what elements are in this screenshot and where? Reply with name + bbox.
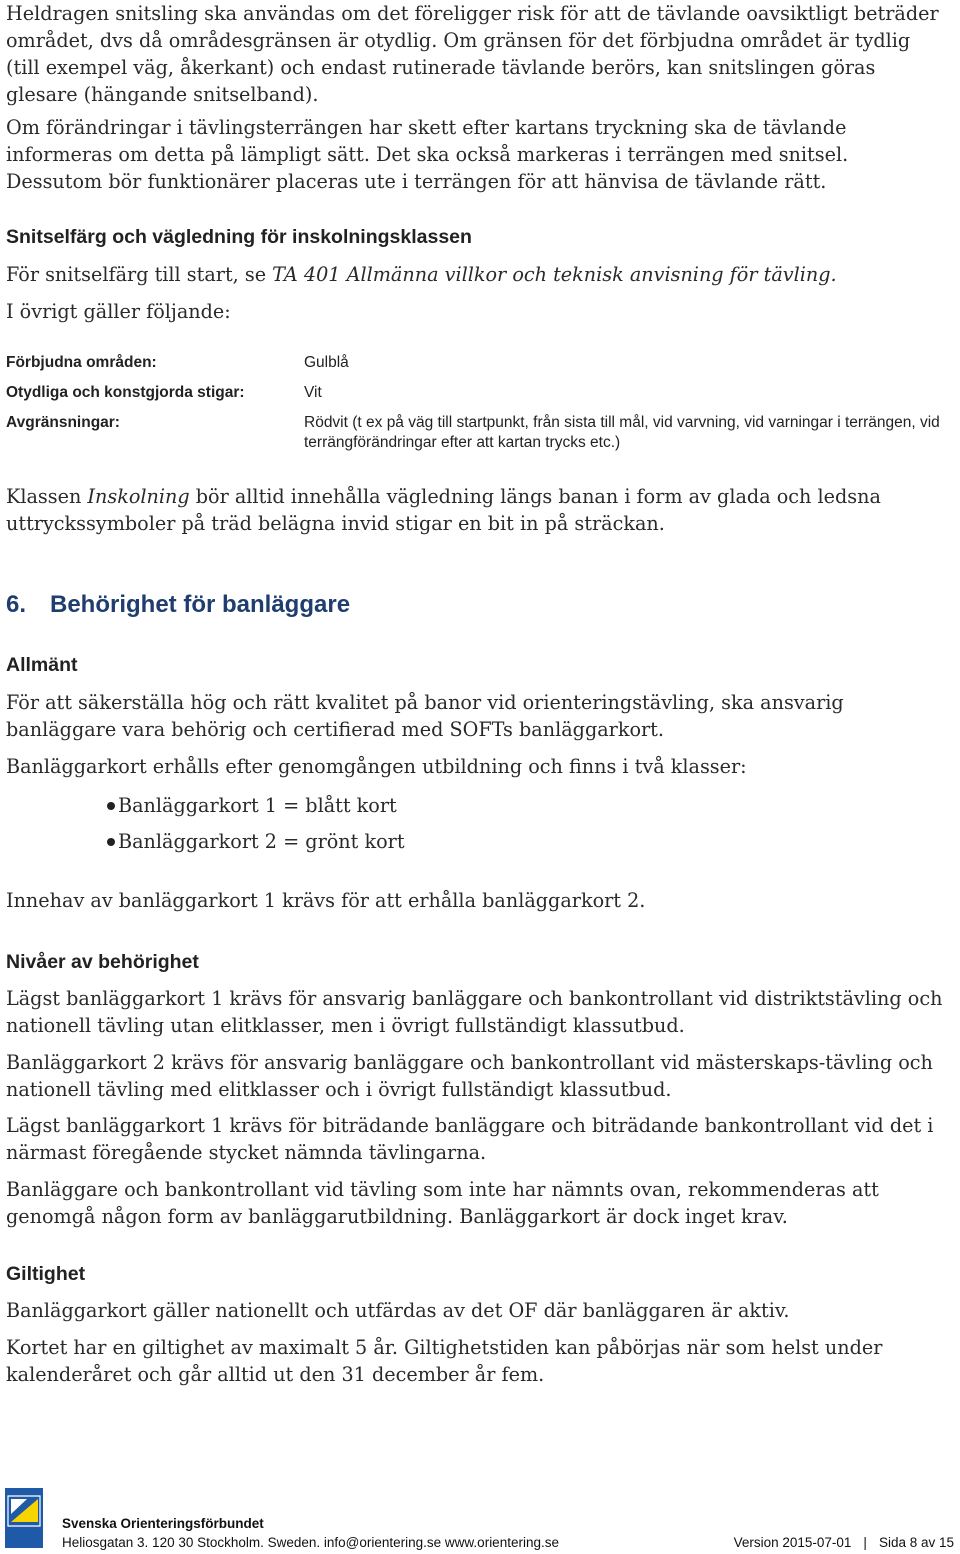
page-footer (0, 1488, 960, 1554)
intro-paragraph-1: Heldragen snitsling ska användas om det föreligger risk för att de tävlande oavsiktligt beträder området, dvs då områdesgränsen är otydlig. Om gränsen för det förbjudna området är tydlig (till exempel väg, åkerkant) och endast rutinerade tävlande berörs, kan snitslingen göras glesare (hängande snitselband). (6, 2, 939, 106)
inskolning-paragraph (6, 483, 946, 537)
footer-separator: | (863, 1535, 867, 1550)
footer-version-info (734, 1535, 954, 1550)
snitsel-intro-line: I övrigt gäller följande: (6, 300, 231, 323)
table-value: Vit (304, 384, 322, 401)
nivaer-paragraph-4: Banläggare och bankontrollant vid tävling som inte har nämnts ovan, rekommenderas att genomgå någon form av banläggarutbildning. Banläggarkort är dock inget krav. (6, 1178, 879, 1228)
table-label: Otydliga och konstgjorda stigar: (6, 384, 245, 401)
inskolning-rest: bör alltid innehålla vägledning längs banan i form av glada och ledsna uttryckssymboler på träd belägna invid stigar en bit in på sträckan. (6, 485, 881, 535)
table-label: Avgränsningar: (6, 414, 120, 431)
bullet-icon (107, 838, 115, 846)
table-value: Gulblå (304, 354, 349, 371)
giltighet-paragraph-1: Banläggarkort gäller nationellt och utfärdas av det OF där banläggaren är aktiv. (6, 1299, 790, 1322)
snitsel-heading: Snitselfärg och vägledning för inskolningsklassen (6, 226, 472, 248)
table-label: Förbjudna områden: (6, 354, 157, 371)
section-6-heading (6, 591, 946, 619)
allmant-heading: Allmänt (6, 654, 78, 676)
snitsel-reference-prefix: För snitselfärg till start, se (6, 263, 273, 286)
snitsel-reference-line (6, 261, 946, 288)
footer-address: Heliosgatan 3. 120 30 Stockholm. Sweden. info@orientering.se www.orientering.se (62, 1535, 559, 1550)
logo-emblem-icon (5, 1488, 43, 1548)
intro-paragraph-2: Om förändringar i tävlingsterrängen har skett efter kartans tryckning ska de tävlande informeras om detta på lämpligt sätt. Det ska också markeras i terrängen med snitsel. Dessutom bör funktionärer placeras ute i terrängen för att hänvisa de tävlande rätt. (6, 116, 849, 193)
allmant-paragraph-2: Banläggarkort erhålls efter genomgången utbildning och finns i två klasser: (6, 755, 747, 778)
nivaer-paragraph-1: Lägst banläggarkort 1 krävs för ansvarig banläggare och bankontrollant vid distriktstävling och nationell tävling utan elitklasser, men i övrigt fullständigt klassutbud. (6, 987, 943, 1037)
section-title: Behörighet för banläggare (50, 591, 351, 618)
allmant-paragraph-1: För att säkerställa hög och rätt kvalitet på banor vid orienteringstävling, ska ansvarig banläggare vara behörig och certifierad med SOFTs banläggarkort. (6, 691, 844, 741)
nivaer-paragraph-2: Banläggarkort 2 krävs för ansvarig banläggare och bankontrollant vid mästerskaps-tävling och nationell tävling med elitklasser och i övrigt fullständigt klassutbud. (6, 1051, 933, 1101)
giltighet-paragraph-2: Kortet har en giltighet av maximalt 5 år. Giltighetstiden kan påbörjas när som helst under kalenderåret och går alltid ut den 31 december år fem. (6, 1336, 883, 1386)
allmant-paragraph-3: Innehav av banläggarkort 1 krävs för att erhålla banläggarkort 2. (6, 889, 646, 912)
footer-version: Version 2015-07-01 (733, 1535, 852, 1550)
list-item-text: Banläggarkort 1 = blått kort (118, 794, 397, 817)
svensk-orientering-logo (5, 1488, 43, 1548)
banlaggarkort-list (6, 792, 946, 852)
nivaer-paragraph-3: Lägst banläggarkort 1 krävs för biträdande banläggare och biträdande bankontrollant vid det i närmast föregående stycket nämnda tävlingarna. (6, 1114, 934, 1164)
section-number: 6. (6, 591, 27, 618)
table-value: Rödvit (t ex på väg till startpunkt, från sista till mål, vid varvning, vid varningar i terrängen, vid terrängförändringar efter att kartan trycks etc.) (304, 414, 940, 451)
inskolning-prefix: Klassen (6, 485, 88, 508)
footer-organization: Svenska Orienteringsförbundet (62, 1516, 264, 1531)
snitsel-reference-doc: TA 401 Allmänna villkor och teknisk anvisning för tävling. (272, 263, 837, 286)
footer-page-number: Sida 8 av 15 (878, 1535, 954, 1550)
giltighet-heading: Giltighet (6, 1263, 86, 1285)
list-item-text: Banläggarkort 2 = grönt kort (118, 830, 405, 853)
inskolning-class-name: Inskolning (87, 485, 190, 508)
bullet-icon (107, 802, 115, 810)
nivaer-heading: Nivåer av behörighet (6, 951, 199, 973)
snitsel-color-table (6, 353, 946, 453)
